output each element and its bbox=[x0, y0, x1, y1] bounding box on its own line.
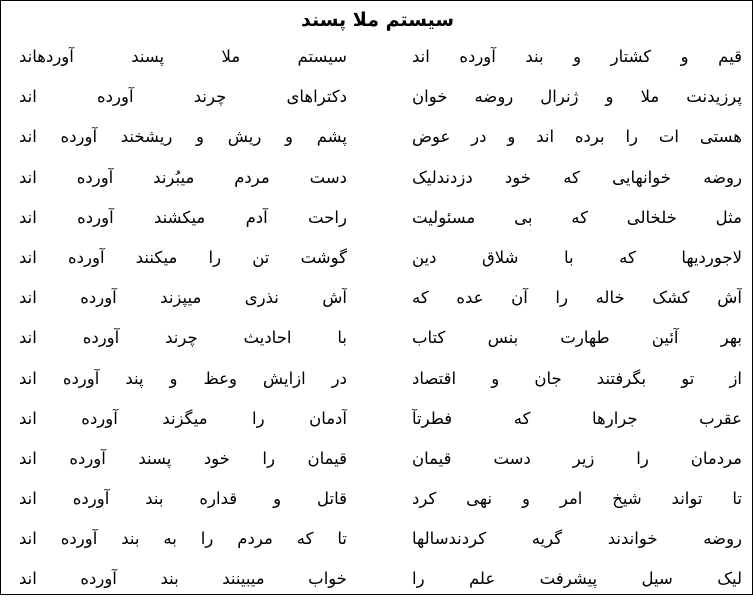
first-hemistich: روضه خوانهایی که خود دزدندلیک bbox=[412, 167, 742, 187]
first-hemistich: مردمان را زیر دست قیمان bbox=[412, 448, 742, 468]
couplet bbox=[1, 409, 753, 449]
first-hemistich: هستی ات را برده اند و در عوض bbox=[412, 127, 742, 147]
first-hemistich: آش کشک خاله را آن عده که bbox=[412, 288, 742, 308]
second-hemistich: آش نذری میپزند آورده اند bbox=[19, 288, 347, 308]
couplet bbox=[1, 208, 753, 248]
first-hemistich: عقرب جرارها که فطرتآ bbox=[412, 408, 742, 428]
second-hemistich: قاتل و قداره بند آورده اند bbox=[19, 489, 347, 509]
second-hemistich: دکتراهای چرند آورده اند bbox=[19, 87, 347, 107]
second-hemistich: تا که مردم را به بند آورده اند bbox=[19, 529, 347, 549]
first-hemistich: از تو بگرفتند جان و اقتصاد bbox=[412, 368, 742, 388]
second-hemistich: قیمان را خود پسند آورده اند bbox=[19, 448, 347, 468]
first-hemistich: لیک سیل پیشرفت علم را bbox=[412, 569, 742, 589]
second-hemistich: گوشت تن را میکنند آورده اند bbox=[19, 247, 347, 267]
second-hemistich: پشم و ریش و ریشخند آورده اند bbox=[19, 127, 347, 147]
couplet bbox=[1, 288, 753, 328]
first-hemistich: روضه خواندند گریه کردندسالها bbox=[412, 529, 742, 549]
first-hemistich: پرزیدنت ملا و ژنرال روضه خوان bbox=[412, 87, 742, 107]
second-hemistich: آدمان را میگزند آورده اند bbox=[19, 408, 347, 428]
poem-title: سیستم ملا پسند bbox=[300, 9, 455, 31]
couplet bbox=[1, 127, 753, 167]
title-row bbox=[1, 9, 753, 31]
first-hemistich: لاجوردیها که با شلاق دین bbox=[412, 247, 742, 267]
couplet bbox=[1, 47, 753, 87]
second-hemistich: سیستم ملا پسند آوردهاند bbox=[19, 47, 347, 66]
couplet bbox=[1, 569, 753, 609]
couplet bbox=[1, 328, 753, 368]
second-hemistich: در ازایش وعظ و پند آورده اند bbox=[19, 368, 347, 388]
second-hemistich: راحت آدم میکشند آورده اند bbox=[19, 207, 347, 227]
couplet bbox=[1, 369, 753, 409]
poem-body bbox=[1, 47, 753, 610]
first-hemistich: مثل خلخالی که بی مسئولیت bbox=[412, 207, 742, 227]
couplet bbox=[1, 449, 753, 489]
couplet bbox=[1, 529, 753, 569]
first-hemistich: بهر آئین طهارت بنس کتاب bbox=[412, 328, 742, 348]
couplet bbox=[1, 248, 753, 288]
couplet bbox=[1, 87, 753, 127]
couplet bbox=[1, 168, 753, 208]
second-hemistich: با احادیث چرند آورده اند bbox=[19, 328, 347, 348]
couplet bbox=[1, 489, 753, 529]
second-hemistich: دست مردم میبُرند آورده اند bbox=[19, 167, 347, 187]
second-hemistich: خواب میبینند بند آورده اند bbox=[19, 569, 347, 589]
first-hemistich: قیم و کشتار و بند آورده اند bbox=[412, 47, 742, 66]
first-hemistich: تا تواند شیخ امر و نهی کرد bbox=[412, 489, 742, 509]
